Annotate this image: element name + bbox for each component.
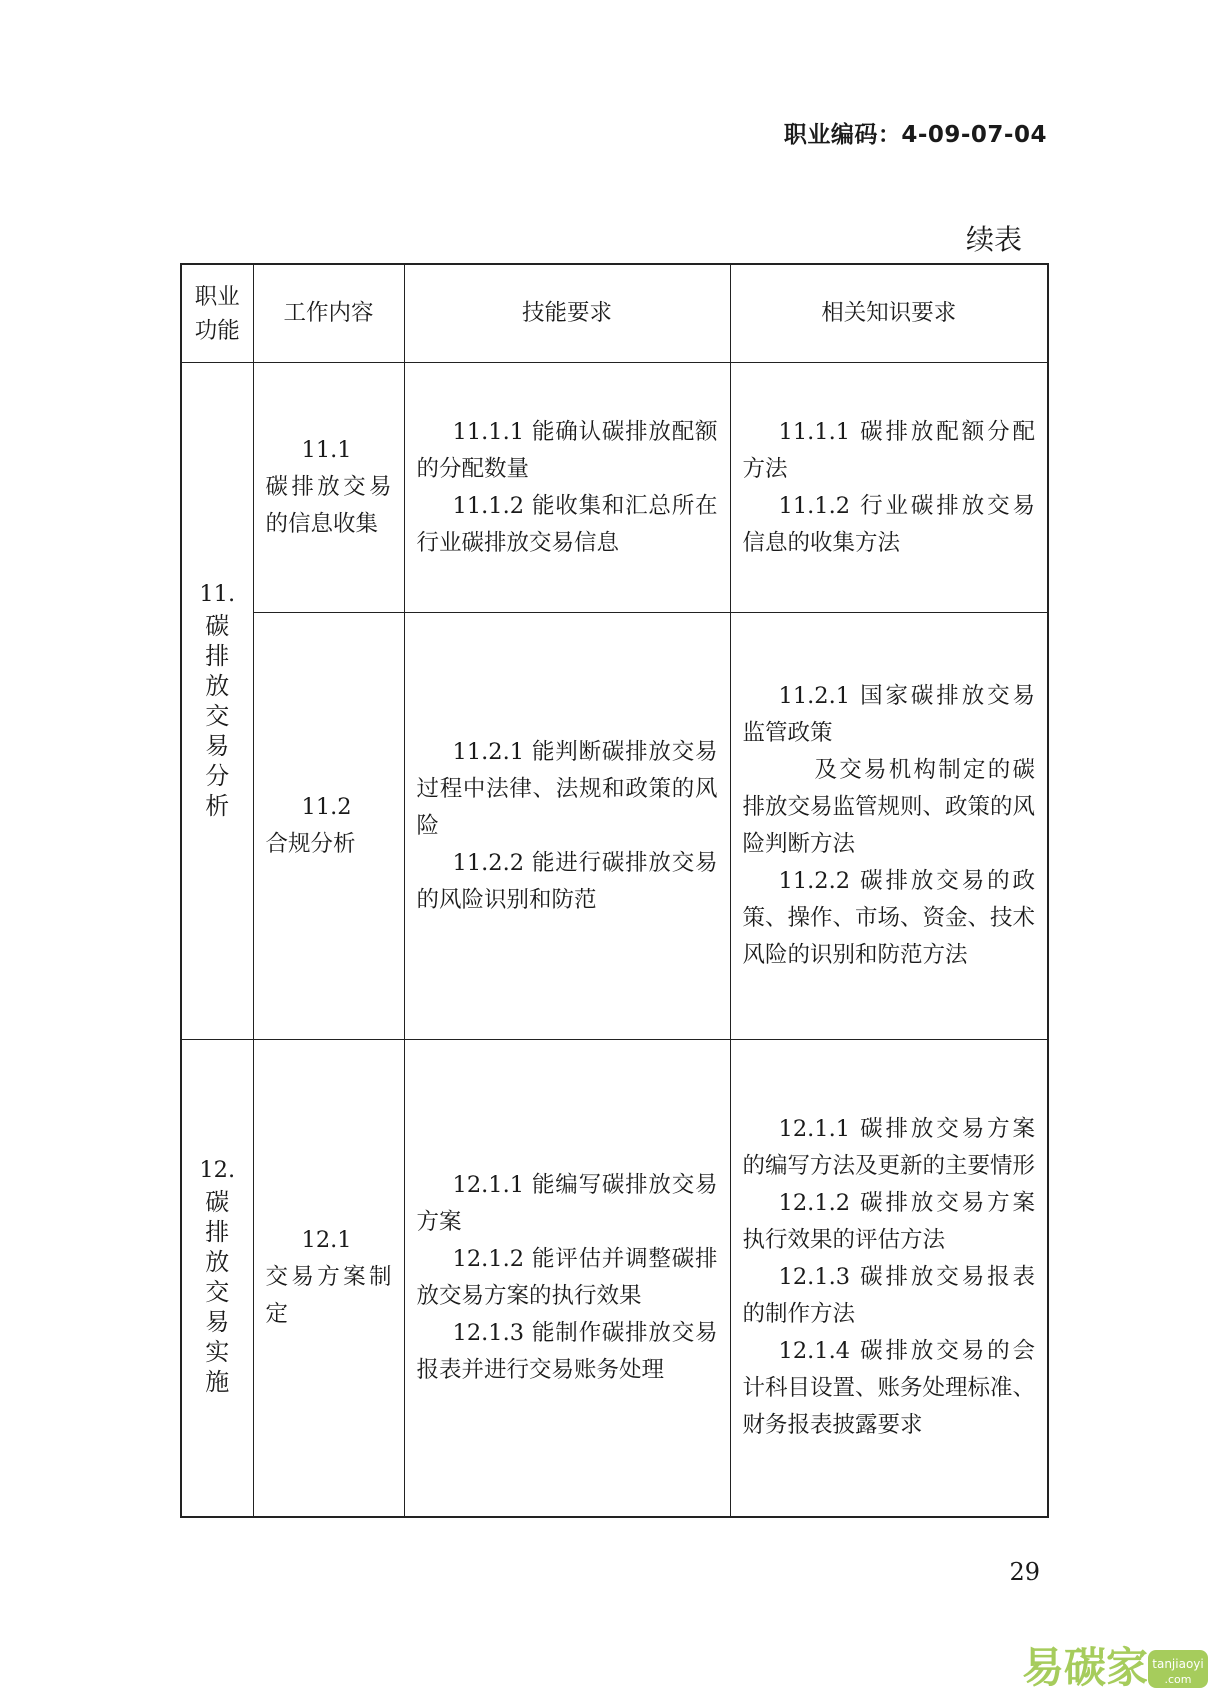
continued-label: 续表 [965, 223, 1022, 256]
table-row [181, 1040, 1048, 1517]
occupation-code: 职业编码：4-09-07-04 [783, 122, 1047, 148]
watermark-site: tanjiaoyi [1152, 1657, 1204, 1671]
function-cell: 12. 碳排放交易实施 [181, 1040, 253, 1517]
work-content-cell: 11.2 合规分析 [253, 613, 404, 1040]
watermark-logo [1020, 1638, 1210, 1696]
table-row [181, 613, 1048, 1040]
knowledge-cell: 11.2.1 国家碳排放交易监管政策 及交易机构制定的碳排放交易监管规则、政策的风险判断方法 11.2.2 碳排放交易的政策、操作、市场、资金、技术风险的识别和防范方法 [730, 613, 1048, 1040]
header-func: 职业功能 [181, 264, 253, 363]
knowledge-cell: 12.1.1 碳排放交易方案的编写方法及更新的主要情形 12.1.2 碳排放交易方案执行效果的评估方法 12.1.3 碳排放交易报表的制作方法 12.1.4 碳排放交易的会计科目设置、账务处理标准、财务报表披露要求 [730, 1040, 1048, 1517]
header-work: 工作内容 [253, 264, 404, 363]
watermark-brand: 易碳家 [1022, 1643, 1149, 1692]
work-content-cell: 11.1 碳排放交易的信息收集 [253, 363, 404, 613]
skill-cell: 11.2.1 能判断碳排放交易过程中法律、法规和政策的风险 11.2.2 能进行碳排放交易的风险识别和防范 [404, 613, 730, 1040]
header-skill: 技能要求 [404, 264, 730, 363]
watermark-domain: .com [1164, 1673, 1192, 1686]
knowledge-cell: 11.1.1 碳排放配额分配方法 11.1.2 行业碳排放交易信息的收集方法 [730, 363, 1048, 613]
skill-cell: 11.1.1 能确认碳排放配额的分配数量 11.1.2 能收集和汇总所在行业碳排放交易信息 [404, 363, 730, 613]
table-header-row [181, 264, 1048, 363]
skill-cell: 12.1.1 能编写碳排放交易方案 12.1.2 能评估并调整碳排放交易方案的执行效果 12.1.3 能制作碳排放交易报表并进行交易账务处理 [404, 1040, 730, 1517]
function-cell: 11. 碳排放交易分析 [181, 363, 253, 1040]
page-number: 29 [1009, 1558, 1040, 1586]
competency-table [180, 263, 1049, 1518]
header-knowledge: 相关知识要求 [730, 264, 1048, 363]
work-content-cell: 12.1 交易方案制定 [253, 1040, 404, 1517]
table-row [181, 363, 1048, 613]
